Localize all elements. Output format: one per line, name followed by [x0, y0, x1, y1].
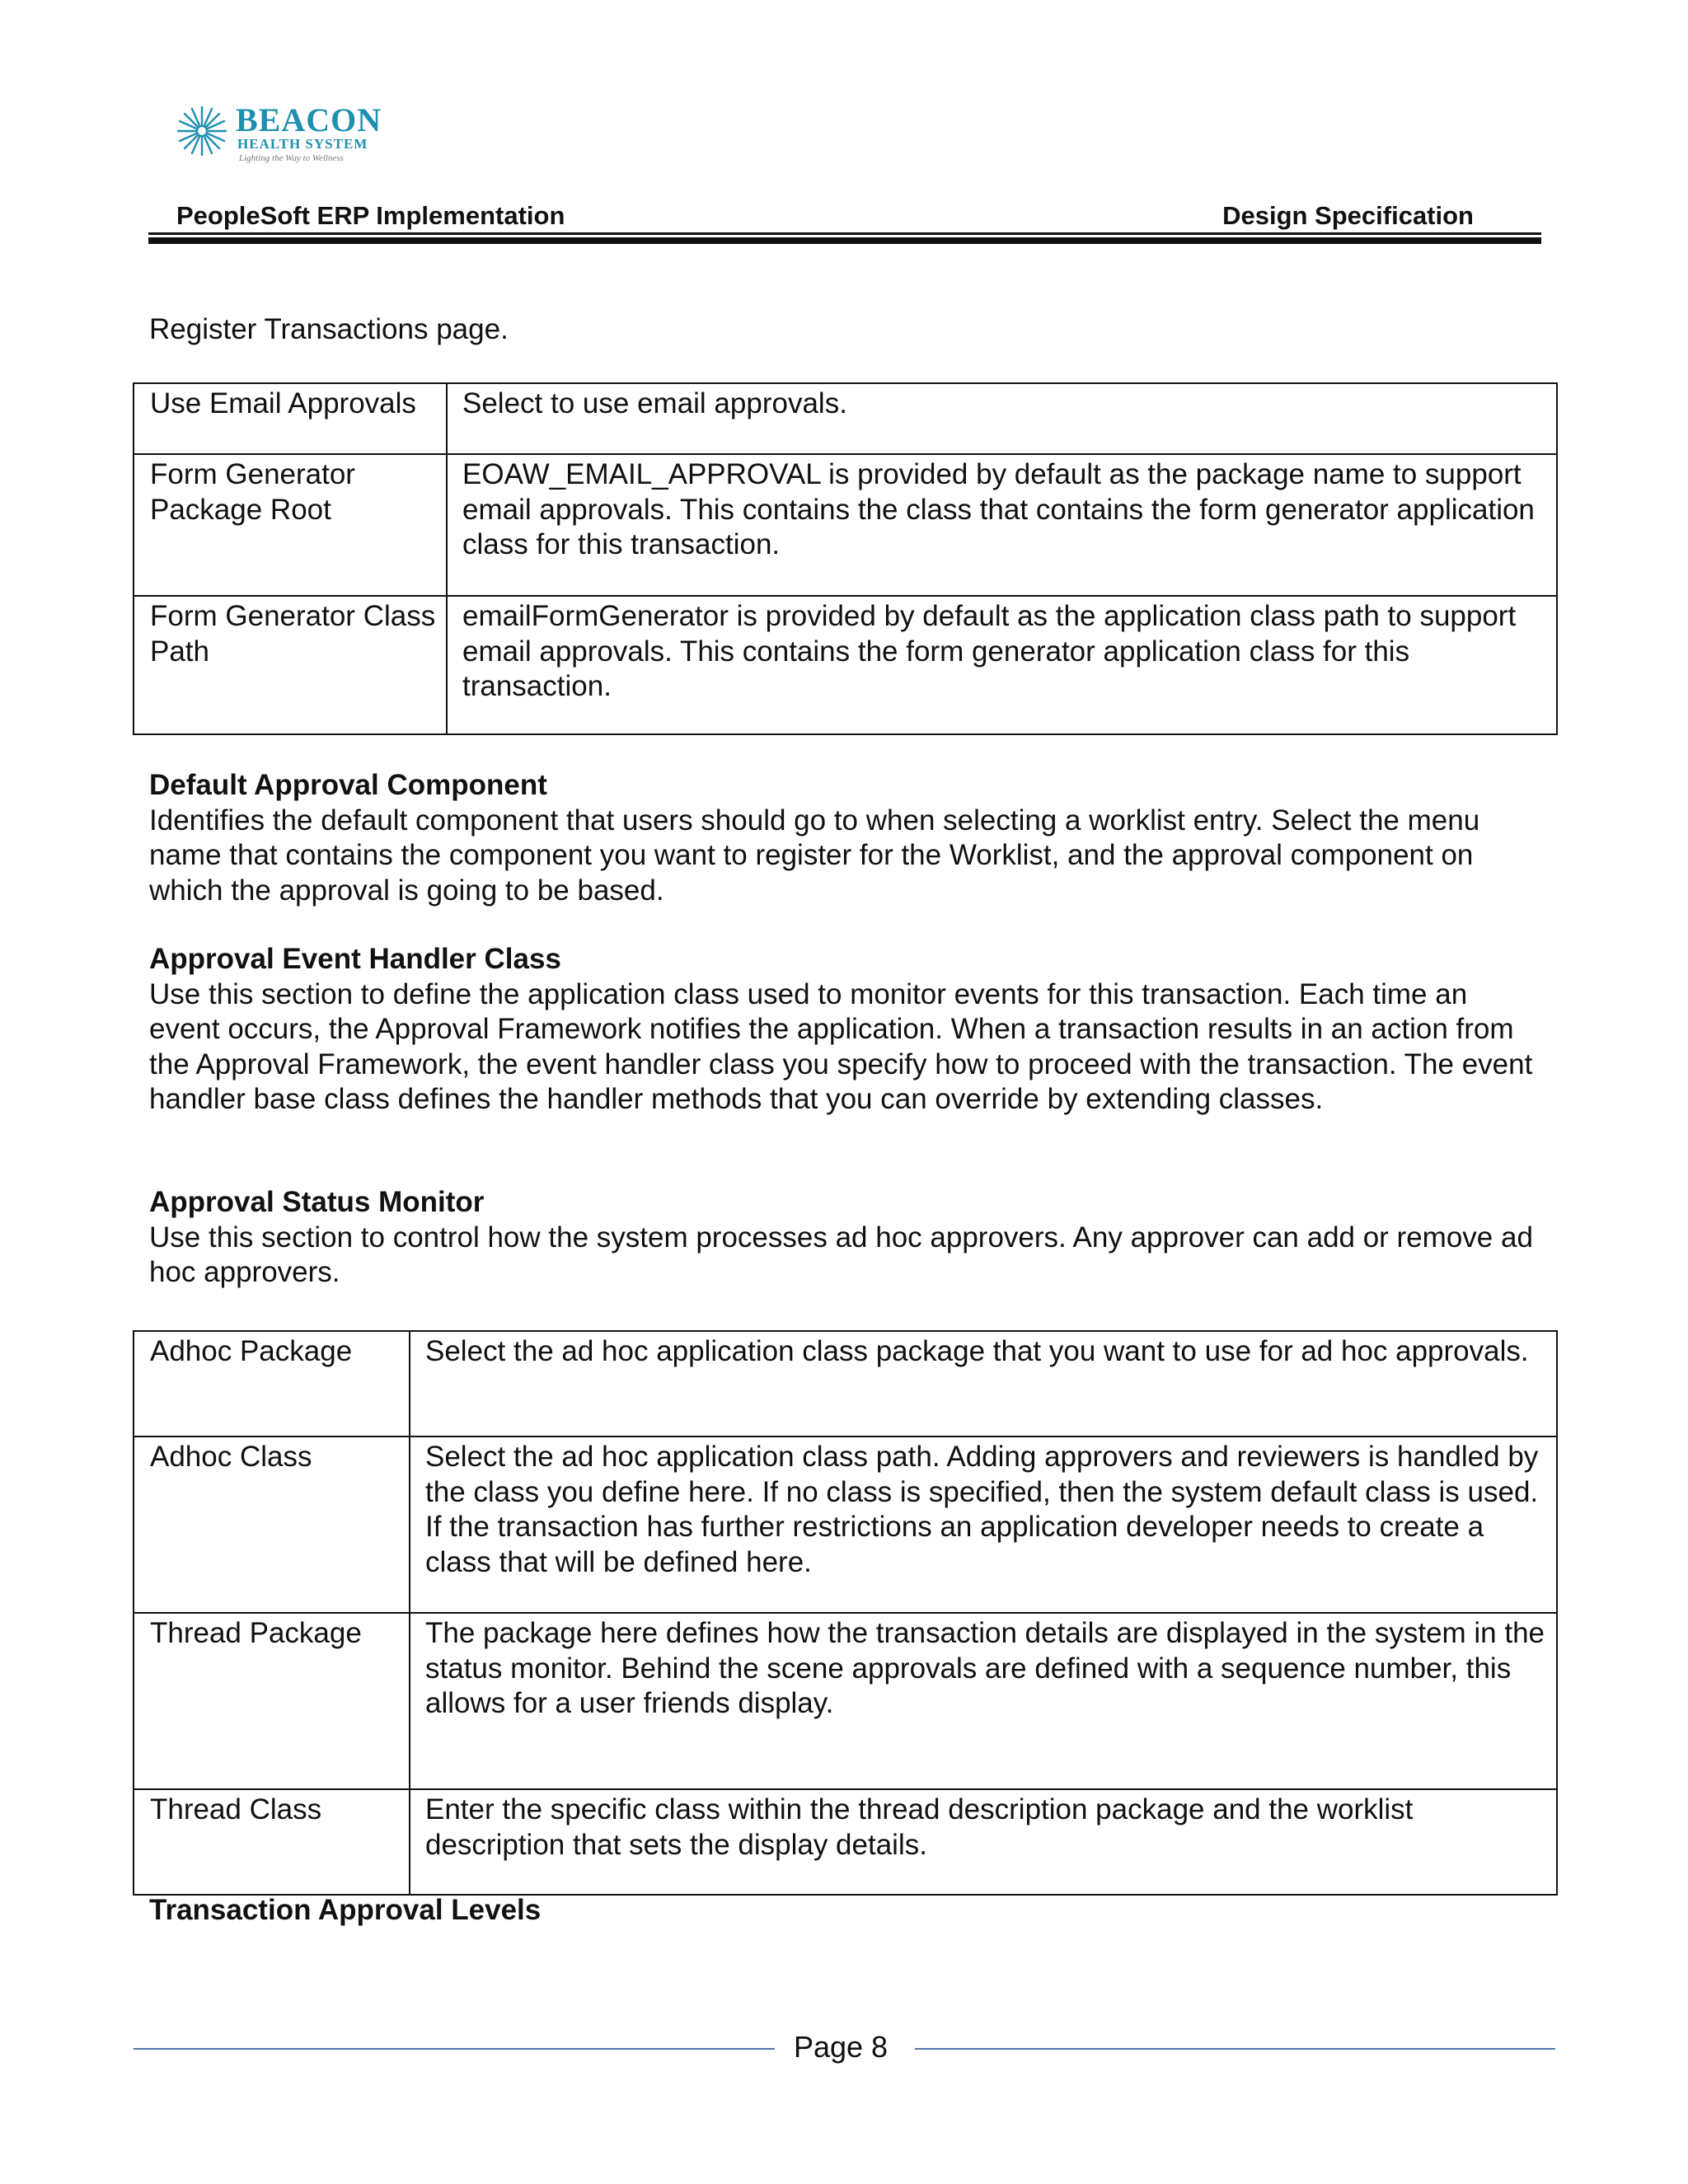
section-heading: Approval Event Handler Class [149, 943, 561, 975]
section-body: Use this section to define the application class used to monitor events for this transaction. Each time an event occurs, the Approval Framework notifies the application. When a transaction results in an action from the Approval Framework, the event handler class you specify how to proceed with the transaction. The event handler base class defines the handler methods that you can override by extending classes. [149, 977, 1533, 1115]
table-cell-label: Form Generator Class Path [134, 596, 447, 734]
table-row [134, 1613, 1557, 1789]
table-cell-label: Form Generator Package Root [134, 454, 447, 596]
intro-text: Register Transactions page. [149, 313, 509, 345]
table-row [134, 383, 1557, 454]
footer-rule-left [134, 2048, 775, 2050]
table-cell-label: Use Email Approvals [134, 383, 447, 454]
header-rule-thin [148, 232, 1541, 235]
table-row [134, 596, 1557, 734]
section-heading: Approval Status Monitor [149, 1186, 485, 1218]
section-body: Identifies the default component that users should go to when selecting a worklist entry. Select the menu name that contains the component you want to register for the Worklist, and the approval component on which the approval is going to be based. [149, 804, 1480, 907]
starburst-icon [175, 104, 229, 158]
table-row [134, 1331, 1557, 1436]
logo-tagline: Lighting the Way to Wellness [239, 153, 344, 163]
table-cell-label: Thread Class [134, 1789, 410, 1895]
table-row [134, 1436, 1557, 1613]
table-cell-description: Select to use email approvals. [447, 383, 1557, 454]
table-cell-description: emailFormGenerator is provided by default as the application class path to support email approvals. This contains the form generator application class for this transaction. [447, 596, 1557, 734]
page-number: Page 8 [793, 2030, 889, 2064]
header-document-type: Design Specification [1222, 201, 1474, 230]
table-cell-description: Select the ad hoc application class package that you want to use for ad hoc approvals. [410, 1331, 1557, 1436]
email-approval-table [133, 382, 1558, 735]
table-cell-description: Enter the specific class within the thread description package and the worklist description that sets the display details. [410, 1789, 1557, 1895]
table-cell-description: Select the ad hoc application class path. Adding approvers and reviewers is handled by the class you define here. If no class is specified, then the system default class is used. If the transaction has further restrictions an application developer needs to create a class that will be defined here. [410, 1436, 1557, 1613]
section-approval-event-handler [149, 942, 1534, 1118]
section-default-approval-component [149, 768, 1534, 908]
table-cell-label: Adhoc Class [134, 1436, 410, 1613]
section-body: Use this section to control how the system processes ad hoc approvers. Any approver can add or remove ad hoc approvers. [149, 1221, 1533, 1288]
table-row [134, 454, 1557, 596]
section-transaction-approval-levels [149, 1893, 1534, 1929]
table-cell-label: Thread Package [134, 1613, 410, 1789]
adhoc-settings-table [133, 1330, 1558, 1896]
table-cell-label: Adhoc Package [134, 1331, 410, 1436]
header-project-title: PeopleSoft ERP Implementation [176, 201, 565, 230]
table-cell-description: The package here defines how the transaction details are displayed in the system in the status monitor. Behind the scene approvals are defined with a sequence number, this allows for a user friends display. [410, 1613, 1557, 1789]
logo-subtitle: HEALTH SYSTEM [237, 136, 368, 152]
table-cell-description: EOAW_EMAIL_APPROVAL is provided by default as the package name to support email approvals. This contains the class that contains the form generator application class for this transaction. [447, 454, 1557, 596]
logo-name: BEACON [236, 101, 382, 138]
table-row [134, 1789, 1557, 1895]
header-rule-thick [148, 237, 1541, 244]
section-heading: Transaction Approval Levels [149, 1894, 542, 1926]
footer-rule-right [915, 2048, 1555, 2050]
section-approval-status-monitor [149, 1185, 1534, 1291]
beacon-logo [175, 102, 422, 168]
section-heading: Default Approval Component [149, 769, 547, 801]
